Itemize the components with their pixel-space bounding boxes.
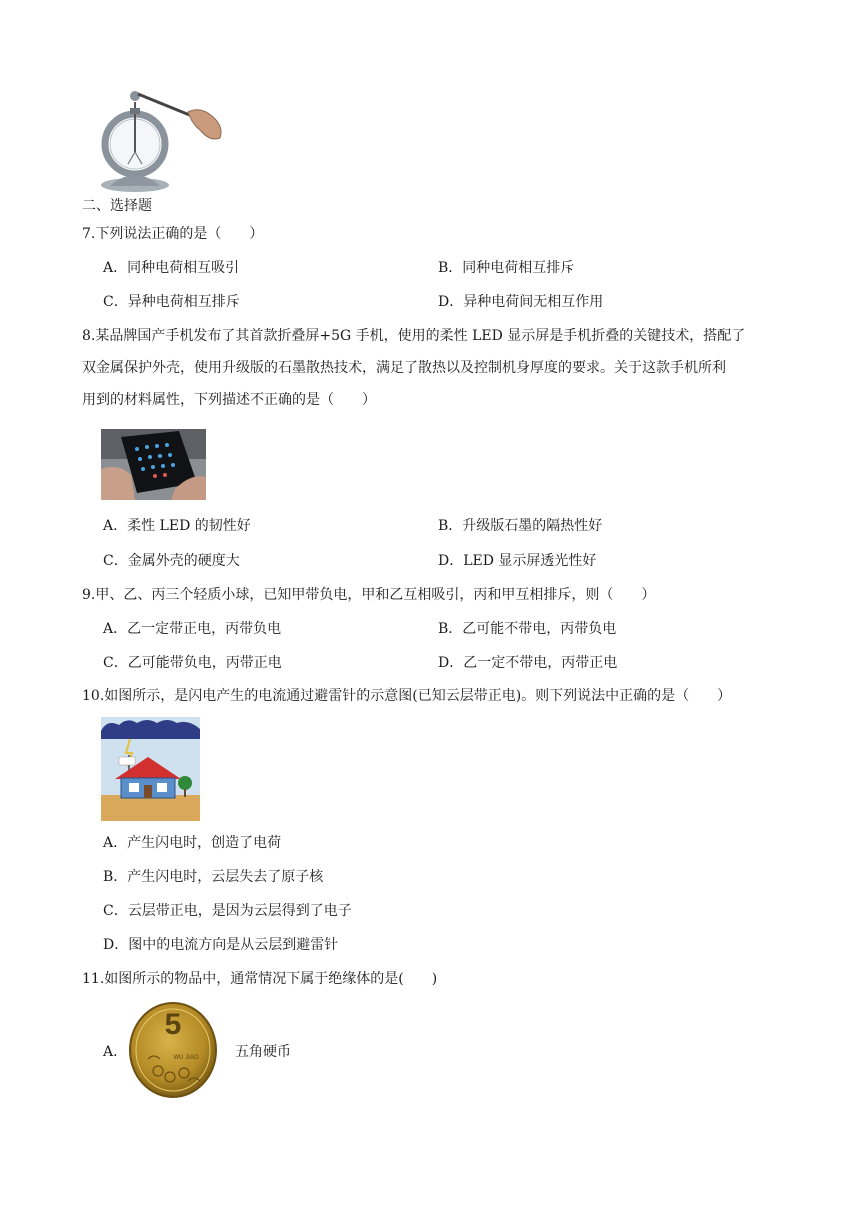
coin-image [128,1001,218,1099]
folding-phone-photo [101,429,206,500]
option-c[interactable]: C．云层带正电，是因为云层得到了电子 [103,903,352,919]
option-d[interactable]: D．LED 显示屏透光性好 [438,553,597,569]
option-a-caption: 五角硬币 [235,1044,291,1060]
question-stem: 用到的材料属性，下列描述不正确的是（ ） [82,392,376,408]
option-d[interactable]: D．乙一定不带电，丙带正电 [438,655,618,671]
question-stem: 9.甲、乙、丙三个轻质小球，已知甲带负电，甲和乙互相吸引，丙和甲互相排斥，则（ ） [82,587,656,603]
coin-text: WU JIAO [173,1055,199,1061]
question-stem: 8.某品牌国产手机发布了其首款折叠屏+5G 手机，使用的柔性 LED 显示屏是手机折叠的关键技术，搭配了 [82,328,746,344]
question-stem: 11.如图所示的物品中，通常情况下属于绝缘体的是( ) [82,971,438,987]
question-stem: 10.如图所示，是闪电产生的电流通过避雷针的示意图(已知云层带正电)。则下列说法中正确的是（ ） [82,688,732,704]
question-stem: 双金属保护外壳，使用升级版的石墨散热技术，满足了散热以及控制机身厚度的要求。关于这款手机所利 [82,360,726,376]
lightning-rod-house-figure [101,717,200,821]
option-b[interactable]: B．乙可能不带电，丙带负电 [438,621,617,637]
option-c[interactable]: C．异种电荷相互排斥 [103,294,240,310]
section-heading: 二、选择题 [82,198,152,214]
option-a[interactable]: A．柔性 LED 的韧性好 [103,518,251,534]
question-stem: 7.下列说法正确的是（ ） [82,226,264,242]
option-d[interactable]: D．图中的电流方向是从云层到避雷针 [103,937,339,953]
option-c[interactable]: C．乙可能带负电，丙带正电 [103,655,282,671]
option-b[interactable]: B．升级版石墨的隔热性好 [438,518,603,534]
electroscope-figure [100,82,230,194]
option-a[interactable]: A．同种电荷相互吸引 [103,260,240,276]
option-a[interactable]: A．乙一定带正电，丙带负电 [103,621,282,637]
option-d[interactable]: D．异种电荷间无相互作用 [438,294,604,310]
option-a[interactable]: A． [103,1044,128,1060]
option-b[interactable]: B．同种电荷相互排斥 [438,260,575,276]
option-a[interactable]: A．产生闪电时，创造了电荷 [103,835,282,851]
option-c[interactable]: C．金属外壳的硬度大 [103,553,240,569]
coin-number: 5 [164,1008,182,1041]
option-b[interactable]: B．产生闪电时，云层失去了原子核 [103,869,324,885]
